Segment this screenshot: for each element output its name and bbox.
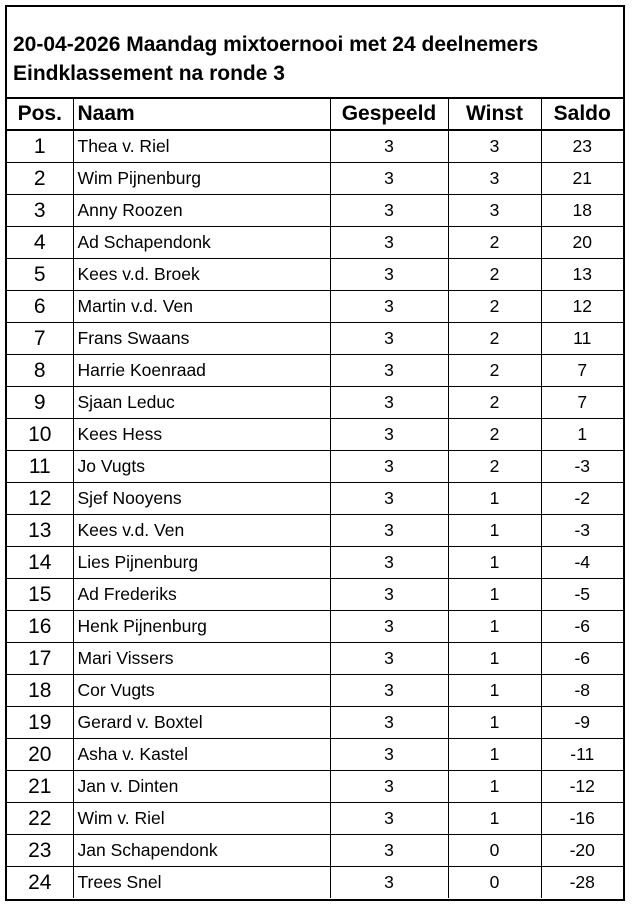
cell-winst: 2 [448,387,541,419]
cell-pos: 17 [7,643,73,675]
cell-winst: 1 [448,771,541,803]
cell-pos: 4 [7,227,73,259]
cell-naam: Sjaan Leduc [73,387,330,419]
cell-saldo: -12 [541,771,623,803]
table-row [7,835,623,867]
cell-winst: 1 [448,707,541,739]
cell-gespeeld: 3 [330,163,448,195]
cell-pos: 11 [7,451,73,483]
cell-naam: Mari Vissers [73,643,330,675]
cell-winst: 2 [448,451,541,483]
table-row [7,547,623,579]
cell-saldo: -16 [541,803,623,835]
cell-gespeeld: 3 [330,707,448,739]
cell-saldo: 23 [541,130,623,163]
cell-winst: 2 [448,419,541,451]
cell-gespeeld: 3 [330,419,448,451]
cell-gespeeld: 3 [330,259,448,291]
cell-saldo: -6 [541,643,623,675]
cell-pos: 2 [7,163,73,195]
cell-winst: 1 [448,739,541,771]
table-row [7,867,623,899]
table-row [7,259,623,291]
cell-winst: 1 [448,547,541,579]
cell-naam: Wim Pijnenburg [73,163,330,195]
cell-winst: 2 [448,291,541,323]
standings-table [7,99,623,898]
cell-pos: 24 [7,867,73,899]
cell-pos: 9 [7,387,73,419]
table-row [7,195,623,227]
table-row [7,771,623,803]
cell-gespeeld: 3 [330,130,448,163]
cell-gespeeld: 3 [330,547,448,579]
table-row [7,291,623,323]
cell-naam: Kees Hess [73,419,330,451]
cell-saldo: -5 [541,579,623,611]
column-header-naam: Naam [73,99,330,130]
table-row [7,803,623,835]
cell-saldo: -3 [541,451,623,483]
cell-winst: 0 [448,835,541,867]
cell-pos: 13 [7,515,73,547]
cell-winst: 1 [448,579,541,611]
cell-winst: 1 [448,675,541,707]
cell-saldo: 21 [541,163,623,195]
tournament-title: 20-04-2026 Maandag mixtoernooi met 24 deelnemers [13,33,539,56]
cell-naam: Kees v.d. Ven [73,515,330,547]
cell-naam: Ad Schapendonk [73,227,330,259]
cell-naam: Frans Swaans [73,323,330,355]
cell-saldo: -28 [541,867,623,899]
table-row [7,163,623,195]
table-row [7,483,623,515]
cell-winst: 2 [448,355,541,387]
cell-saldo: -3 [541,515,623,547]
cell-gespeeld: 3 [330,515,448,547]
cell-saldo: 18 [541,195,623,227]
table-row [7,130,623,163]
table-row [7,515,623,547]
cell-winst: 0 [448,867,541,899]
table-row [7,579,623,611]
cell-winst: 1 [448,611,541,643]
cell-winst: 2 [448,259,541,291]
cell-gespeeld: 3 [330,611,448,643]
table-row [7,355,623,387]
column-header-saldo: Saldo [541,99,623,130]
cell-pos: 14 [7,547,73,579]
column-header-gespeeld: Gespeeld [330,99,448,130]
cell-naam: Kees v.d. Broek [73,259,330,291]
cell-gespeeld: 3 [330,483,448,515]
cell-gespeeld: 3 [330,387,448,419]
column-header-winst: Winst [448,99,541,130]
cell-winst: 2 [448,323,541,355]
cell-saldo: -2 [541,483,623,515]
cell-naam: Gerard v. Boxtel [73,707,330,739]
cell-winst: 2 [448,227,541,259]
cell-pos: 5 [7,259,73,291]
cell-winst: 3 [448,195,541,227]
table-row [7,707,623,739]
cell-saldo: -9 [541,707,623,739]
table-row [7,323,623,355]
cell-gespeeld: 3 [330,291,448,323]
cell-pos: 12 [7,483,73,515]
table-row [7,387,623,419]
cell-naam: Thea v. Riel [73,130,330,163]
cell-naam: Jan v. Dinten [73,771,330,803]
cell-gespeeld: 3 [330,771,448,803]
cell-gespeeld: 3 [330,355,448,387]
standings-sheet [5,5,625,901]
cell-naam: Ad Frederiks [73,579,330,611]
cell-pos: 23 [7,835,73,867]
cell-naam: Wim v. Riel [73,803,330,835]
cell-saldo: 12 [541,291,623,323]
cell-naam: Henk Pijnenburg [73,611,330,643]
cell-pos: 20 [7,739,73,771]
cell-pos: 19 [7,707,73,739]
cell-gespeeld: 3 [330,867,448,899]
table-row [7,739,623,771]
table-row [7,451,623,483]
table-row [7,419,623,451]
cell-saldo: 20 [541,227,623,259]
cell-gespeeld: 3 [330,739,448,771]
cell-pos: 6 [7,291,73,323]
cell-naam: Lies Pijnenburg [73,547,330,579]
cell-pos: 22 [7,803,73,835]
cell-gespeeld: 3 [330,803,448,835]
cell-naam: Sjef Nooyens [73,483,330,515]
cell-saldo: -8 [541,675,623,707]
cell-pos: 1 [7,130,73,163]
cell-gespeeld: 3 [330,643,448,675]
table-row [7,611,623,643]
header-row [7,99,623,130]
cell-gespeeld: 3 [330,227,448,259]
cell-naam: Martin v.d. Ven [73,291,330,323]
cell-winst: 3 [448,163,541,195]
cell-winst: 1 [448,515,541,547]
cell-saldo: 13 [541,259,623,291]
cell-saldo: 7 [541,355,623,387]
cell-pos: 15 [7,579,73,611]
cell-naam: Harrie Koenraad [73,355,330,387]
title-block [7,7,623,99]
cell-naam: Anny Roozen [73,195,330,227]
table-row [7,643,623,675]
cell-gespeeld: 3 [330,579,448,611]
cell-naam: Jo Vugts [73,451,330,483]
cell-gespeeld: 3 [330,835,448,867]
cell-saldo: 1 [541,419,623,451]
cell-pos: 7 [7,323,73,355]
cell-gespeeld: 3 [330,451,448,483]
cell-winst: 1 [448,643,541,675]
cell-saldo: -20 [541,835,623,867]
table-row [7,227,623,259]
cell-gespeeld: 3 [330,675,448,707]
cell-winst: 1 [448,483,541,515]
cell-naam: Cor Vugts [73,675,330,707]
cell-pos: 10 [7,419,73,451]
cell-saldo: -6 [541,611,623,643]
cell-gespeeld: 3 [330,323,448,355]
cell-winst: 3 [448,130,541,163]
cell-saldo: 7 [541,387,623,419]
cell-saldo: -4 [541,547,623,579]
table-body [7,130,623,898]
cell-saldo: -11 [541,739,623,771]
column-header-pos: Pos. [7,99,73,130]
cell-pos: 16 [7,611,73,643]
cell-pos: 18 [7,675,73,707]
cell-naam: Jan Schapendonk [73,835,330,867]
cell-pos: 8 [7,355,73,387]
cell-naam: Trees Snel [73,867,330,899]
table-row [7,675,623,707]
cell-naam: Asha v. Kastel [73,739,330,771]
cell-saldo: 11 [541,323,623,355]
cell-gespeeld: 3 [330,195,448,227]
cell-pos: 21 [7,771,73,803]
cell-pos: 3 [7,195,73,227]
standings-subtitle: Eindklassement na ronde 3 [13,62,285,85]
cell-winst: 1 [448,803,541,835]
